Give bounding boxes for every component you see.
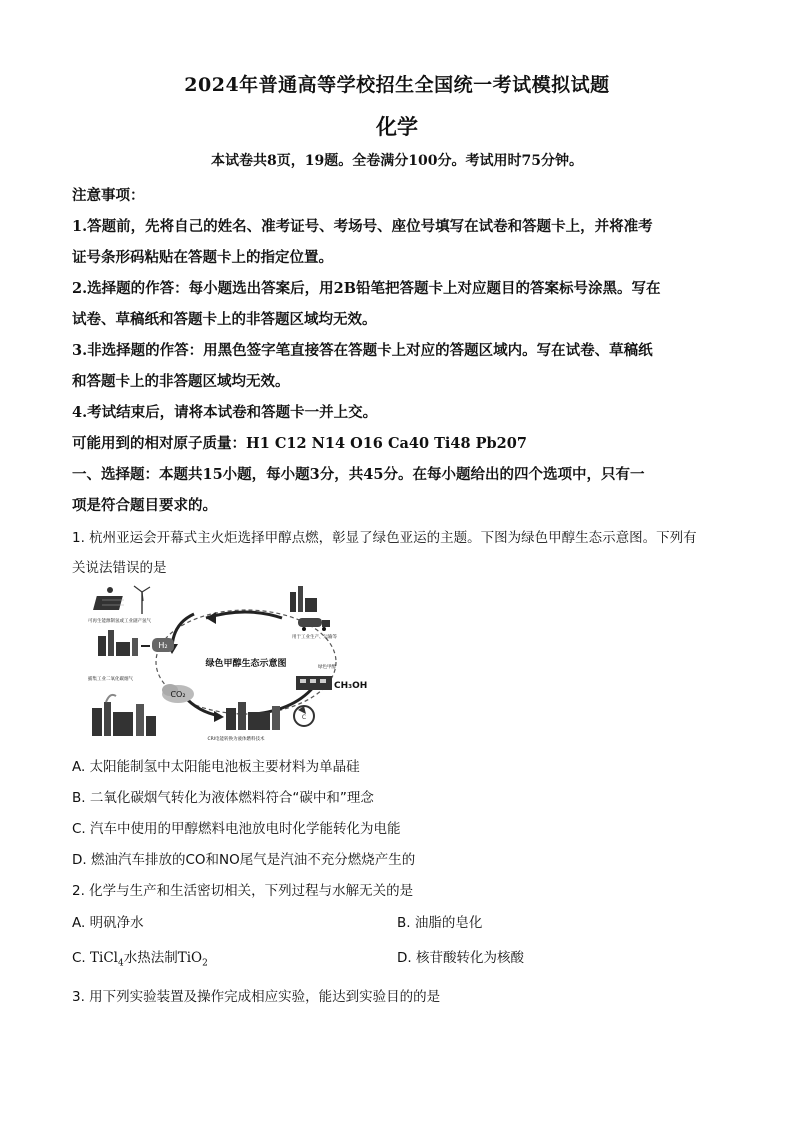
- page-title: 2024年普通高等学校招生全国统一考试模拟试题: [184, 74, 610, 96]
- note-line: 2.选择题的作答：每小题选出答案后，用2B铅笔把答题卡上对应题目的答案标号涂黑。写在: [72, 280, 661, 297]
- tanker-truck-icon: [298, 618, 330, 631]
- label-co2-capture: 捕集工业二氧化碳烟气: [88, 677, 133, 682]
- section-heading-cont: 项是符合题目要求的。: [72, 497, 217, 514]
- label-cri-technology: CRI电能转换为液体燃料技术: [207, 737, 265, 742]
- svg-text:H₂: H₂: [158, 641, 168, 650]
- industrial-plant-icon: [92, 695, 156, 736]
- label-usage: 用于工业生产、运输等: [292, 635, 337, 640]
- subject-title: 化学: [376, 114, 418, 139]
- notes-heading: 注意事项：: [72, 187, 145, 204]
- q2-option-b: B. 油脂的皂化: [397, 915, 483, 931]
- note-line: 和答题卡上的非答题区域均无效。: [72, 373, 290, 390]
- factory-icon: [98, 630, 138, 656]
- refinery-icon: [290, 586, 317, 612]
- q1-stem-cont: 关说法错误的是: [72, 560, 167, 576]
- train-icon: [296, 676, 332, 690]
- exam-info: 本试卷共8页，19题。全卷满分100分。考试用时75分钟。: [211, 153, 583, 169]
- q1-option-a: A. 太阳能制氢中太阳能电池板主要材料为单晶硅: [72, 759, 360, 775]
- note-line: 证号条形码粘贴在答题卡上的指定位置。: [72, 249, 333, 266]
- svg-text:C: C: [301, 714, 307, 721]
- q1-stem: 1. 杭州亚运会开幕式主火炬选择甲醇点燃，彰显了绿色亚运的主题。下图为绿色甲醇生态示意图。下列有: [72, 530, 697, 546]
- note-line: 试卷、草稿纸和答题卡上的非答题区域均无效。: [72, 311, 377, 328]
- q2-stem: 2. 化学与生产和生活密切相关，下列过程与水解无关的是: [72, 883, 414, 899]
- ch3oh-label: CH₃OH: [334, 681, 368, 691]
- q2-option-c: C. TiCl$_4$水热法制TiO$_2$: [72, 950, 208, 969]
- atomic-masses: 可能用到的相对原子质量：H1 C12 N14 O16 Ca40 Ti48 Pb207: [72, 435, 527, 452]
- label-green-methanol: 绿色甲醇: [318, 665, 336, 670]
- svg-text:CO₂: CO₂: [170, 690, 186, 699]
- h2-tank-icon: [152, 638, 174, 652]
- diagram-center-label: 绿色甲醇生态示意图: [205, 659, 287, 669]
- q1-option-d: D. 燃油汽车排放的CO和NO尾气是汽油不充分燃烧产生的: [72, 852, 416, 868]
- label-hydrogen-source: 可再生能源制氢或工业副产氢气: [88, 619, 151, 624]
- green-methanol-diagram: [86, 584, 386, 746]
- note-line: 4.考试结束后，请将本试卷和答题卡一并上交。: [72, 404, 378, 421]
- q2-option-a: A. 明矾净水: [72, 915, 144, 931]
- recycle-icon: [294, 706, 314, 726]
- section-heading: 一、选择题：本题共15小题，每小题3分，共45分。在每小题给出的四个选项中，只有一: [72, 466, 645, 483]
- co2-cloud-icon: [162, 684, 194, 703]
- note-line: 1.答题前，先将自己的姓名、准考证号、考场号、座位号填写在试卷和答题卡上，并将准考: [72, 218, 653, 235]
- q1-option-c: C. 汽车中使用的甲醇燃料电池放电时化学能转化为电能: [72, 821, 401, 837]
- q3-stem: 3. 用下列实验装置及操作完成相应实验，能达到实验目的的是: [72, 989, 441, 1005]
- solar-wind-icon: [93, 586, 150, 614]
- q1-option-b: B. 二氧化碳烟气转化为液体燃料符合“碳中和”理念: [72, 790, 374, 806]
- q2-option-d: D. 核苷酸转化为核酸: [397, 950, 524, 966]
- conversion-plant-icon: [226, 702, 280, 730]
- note-line: 3.非选择题的作答：用黑色签字笔直接答在答题卡上对应的答题区域内。写在试卷、草稿纸: [72, 342, 653, 359]
